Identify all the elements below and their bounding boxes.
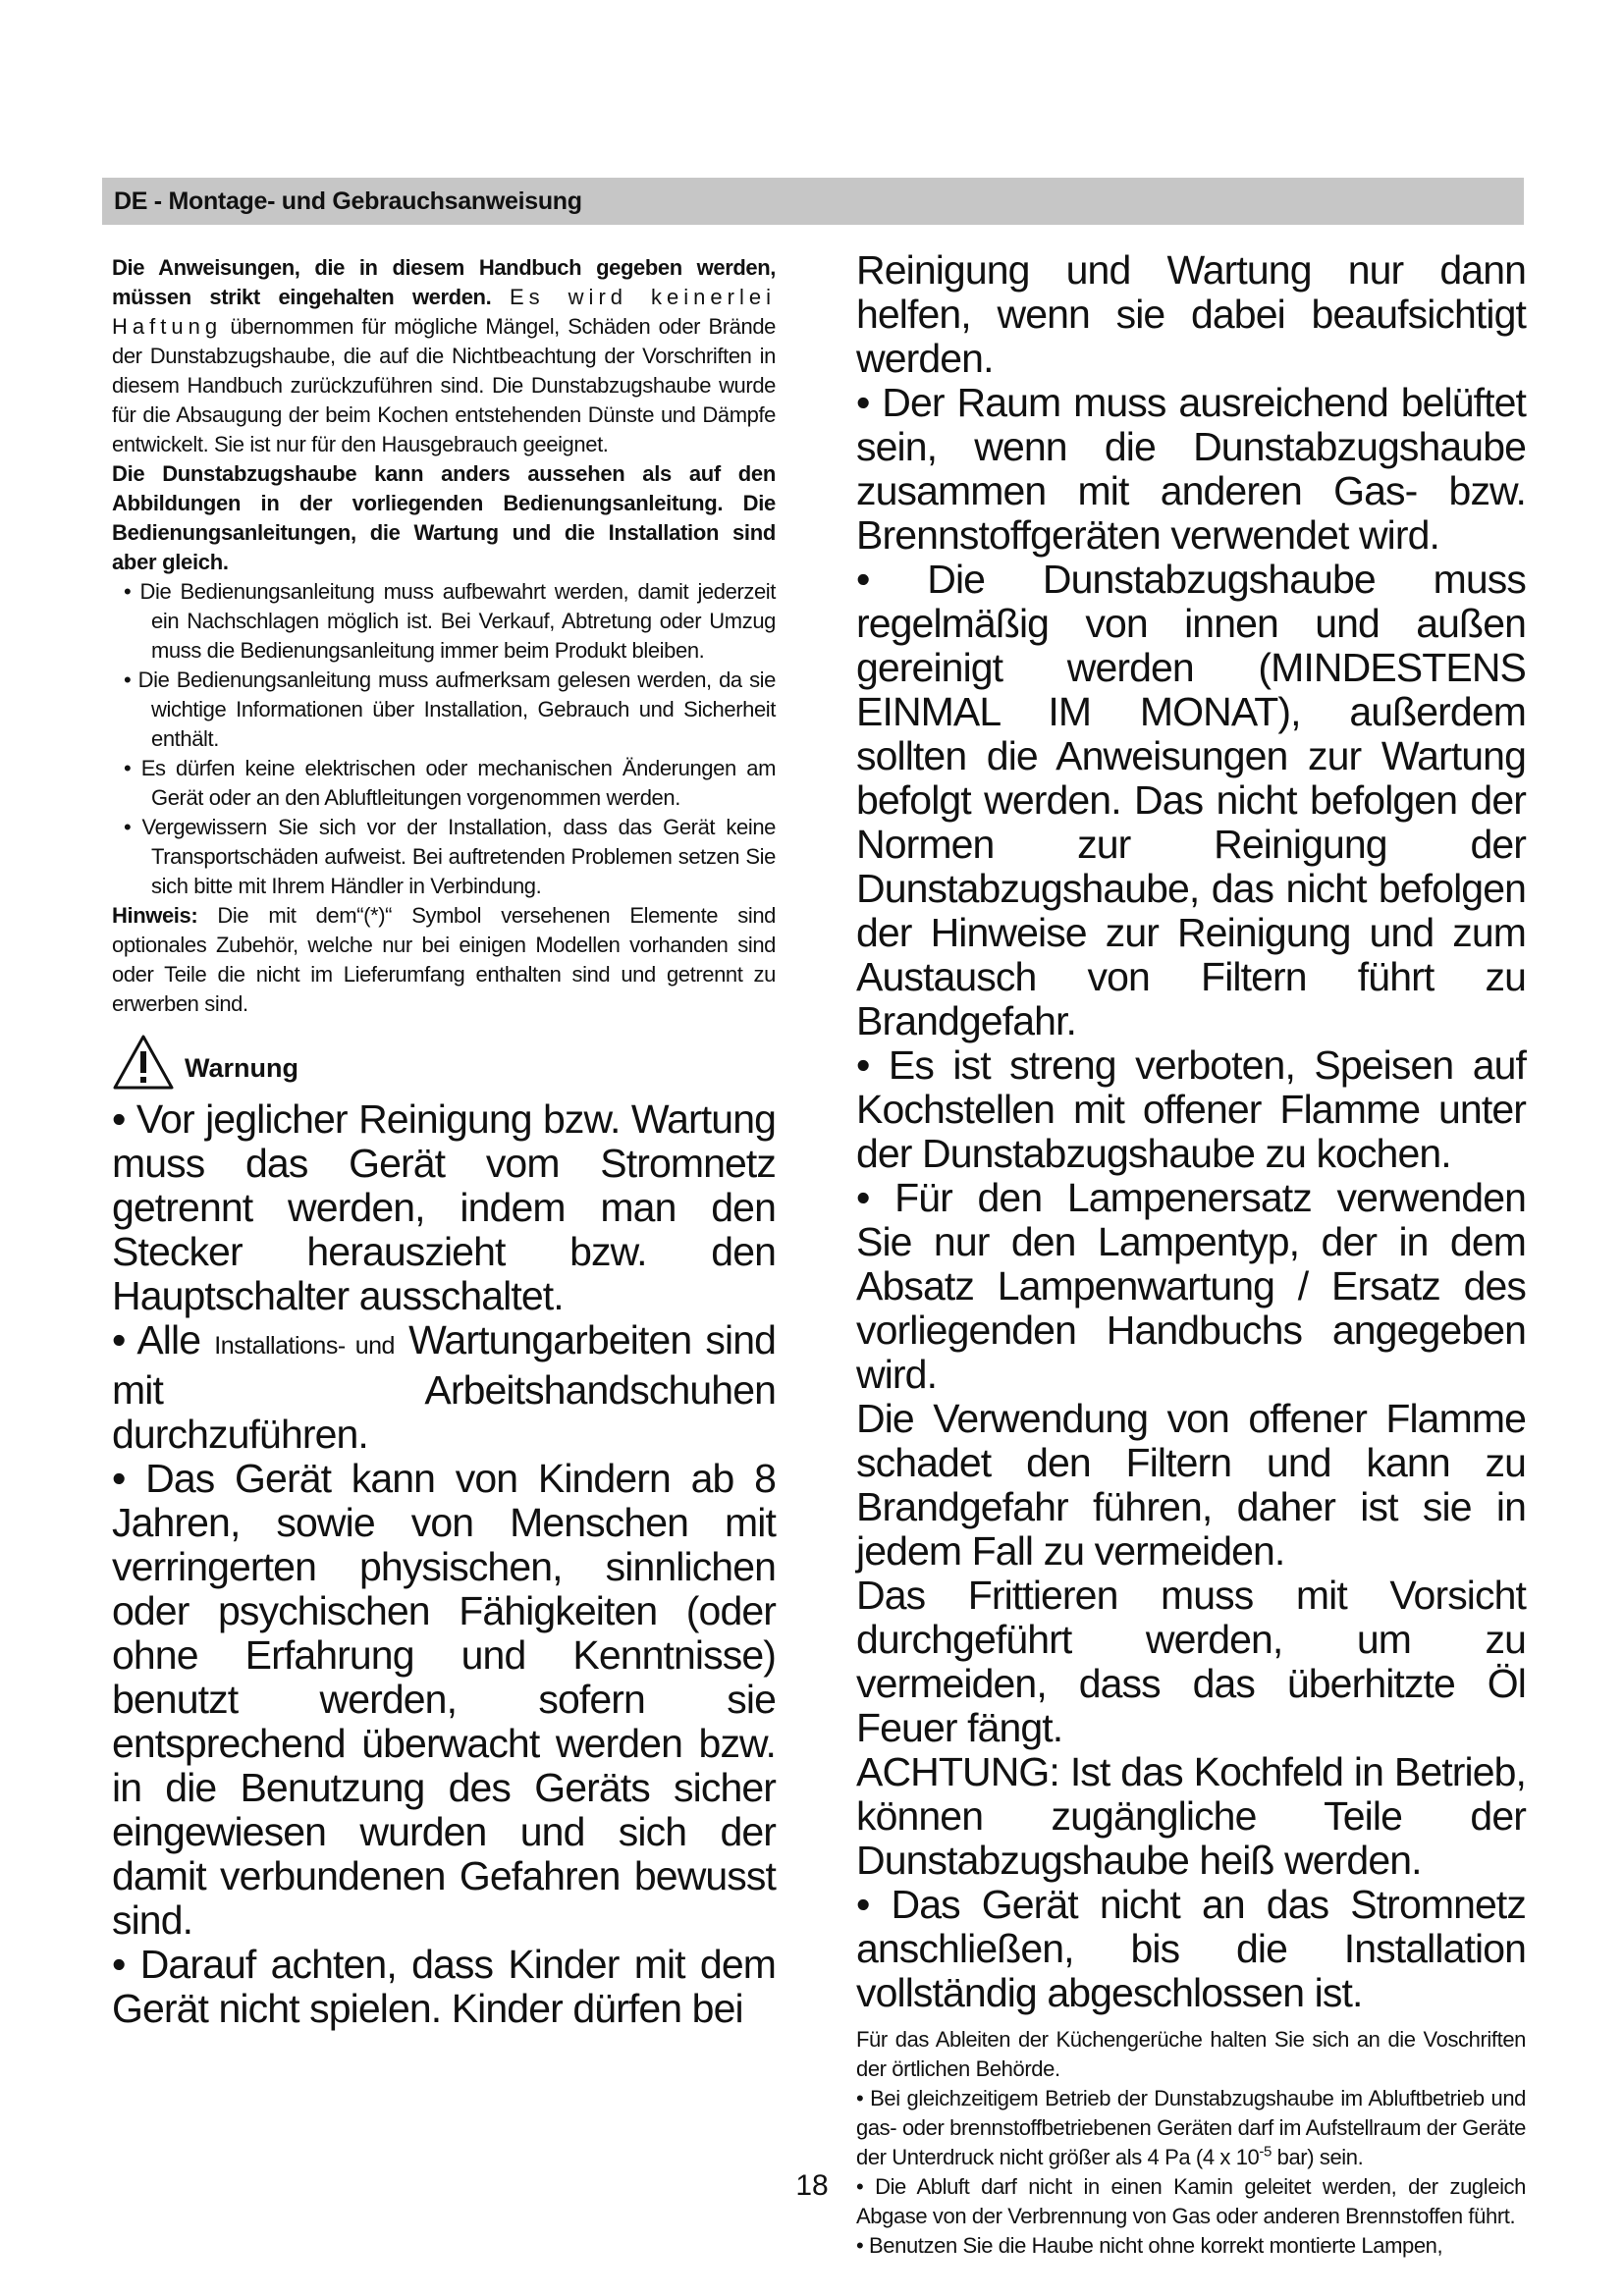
exhaust-note: • Die Abluft darf nicht in einen Kamin geleitet werden, der zugleich Abgase von der Verbrennung von Gas oder anderen Brennstoffen führt.	[856, 2174, 1526, 2228]
warning-item-small-part: Installations- und	[214, 1332, 395, 1360]
warning-item-end: Wartungarbeiten sind mit Arbeitshandschuhen durchzuführen.	[112, 1317, 777, 1457]
list-item: • Es dürfen keine elektrischen oder mechanischen Änderungen am Gerät oder an den Abluftleitungen vorgenommen werden.	[124, 756, 776, 810]
warning-item: Die Verwendung von offener Flamme schadet den Filtern und kann zu Brandgefahr führen, daher ist sie in jedem Fall zu vermeiden.	[856, 1396, 1526, 1574]
right-column	[856, 248, 1526, 2261]
warning-item: • Darauf achten, dass Kinder mit dem Gerät nicht spielen. Kinder dürfen bei	[112, 1942, 776, 2031]
section-title: DE - Montage- und Gebrauchsanweisung	[114, 187, 582, 215]
appearance-note: Die Dunstabzugshaube kann anders aussehen als auf den Abbildungen in der vorliegenden Bedienungsanleitung. Die Bedienungsanleitungen, die Wartung und die Installation sind aber gleich.	[112, 461, 776, 574]
pressure-text: • Bei gleichzeitigem Betrieb der Dunstabzugshaube im Abluftbetrieb und gas- oder brennstoffbetriebenen Geräten darf im Aufstellraum der Geräte der Unterdruck nicht größer als 4 Pa (4 x 10	[856, 2086, 1526, 2169]
list-item: • Die Bedienungsanleitung muss aufmerksam gelesen werden, da sie wichtige Informationen über Installation, Gebrauch und Sicherheit enthält.	[124, 667, 776, 751]
warning-item: • Die Dunstabzugshaube muss regelmäßig von innen und außen gereinigt werden (MINDESTENS EINMAL IM MONAT), außerdem sollten die Anweisungen zur Wartung befolgt werden. Das nicht befolgen der Normen zur Reinigung der Dunstabzugshaube, das nicht befolgen der Hinweise zur Reinigung und zum Austausch von Filtern führt zu Brandgefahr.	[856, 557, 1526, 1043]
warning-item: • Das Gerät nicht an das Stromnetz anschließen, bis die Installation vollständig abgeschlossen ist.	[856, 1882, 1526, 2015]
hint-paragraph	[112, 901, 776, 1019]
warning-item-start: • Alle	[112, 1317, 201, 1362]
list-item: • Vergewissern Sie sich vor der Installation, dass das Gerät keine Transportschäden aufweist. Bei auftretenden Problemen setzen Sie sich bitte mit Ihrem Händler in Verbindung.	[124, 815, 776, 898]
warning-item: • Das Gerät kann von Kindern ab 8 Jahren, sowie von Menschen mit verringerten physischen, sinnlichen oder psychischen Fähigkeiten (oder ohne Erfahrung und Kenntnisse) benutzt werden, sofern sie entsprechend überwacht werden bzw. in die Benutzung des Geräts sicher eingewiesen wurden und sich der damit verbundenen Gefahren bewusst sind.	[112, 1456, 776, 1943]
liability-text: Es wird keinerlei Haftung	[112, 285, 776, 339]
lamp-note: • Benutzen Sie die Haube nicht ohne korrekt montierte Lampen,	[856, 2233, 1443, 2258]
pressure-note	[856, 2084, 1526, 2172]
warning-item: • Der Raum muss ausreichend belüftet sein, wenn die Dunstabzugshaube zusammen mit anderen Gas- bzw. Brennstoffgeräten verwendet wird.	[856, 380, 1526, 558]
warning-item: Reinigung und Wartung nur dann helfen, wenn sie dabei beaufsichtigt werden.	[856, 247, 1526, 381]
warning-item	[112, 1318, 776, 1457]
page-number: 18	[795, 2169, 829, 2202]
hint-text: Die mit dem“(*)“ Symbol versehenen Elemente sind optionales Zubehör, welche nur bei einigen Modellen vorhanden sind oder Teile die nicht im Lieferumfang enthalten sind und getrennt zu erwerben sind.	[112, 903, 777, 1016]
warning-item: • Es ist streng verboten, Speisen auf Kochstellen mit offener Flamme unter der Dunstabzugshaube zu kochen.	[856, 1042, 1526, 1176]
warning-item: ACHTUNG: Ist das Kochfeld in Betrieb, können zugängliche Teile der Dunstabzugshaube heiß werden.	[856, 1749, 1526, 1883]
warning-item: • Vor jeglicher Reinigung bzw. Wartung muss das Gerät vom Stromnetz getrennt werden, indem man den Stecker herauszieht bzw. den Hauptschalter ausschaltet.	[112, 1096, 776, 1318]
hint-label: Hinweis:	[112, 903, 198, 928]
warning-label: Warnung	[185, 1052, 298, 1083]
pressure-text-end: bar) sein.	[1271, 2145, 1364, 2169]
warning-item: Das Frittieren muss mit Vorsicht durchgeführt werden, um zu vermeiden, dass das überhitzte Öl Feuer fängt.	[856, 1573, 1526, 1750]
warning-item: • Für den Lampenersatz verwenden Sie nur den Lampentyp, der in dem Absatz Lampenwartung / Ersatz des vorliegenden Handbuchs angegeben wird.	[856, 1175, 1526, 1397]
intro-bold-text: Die Anweisungen, die in diesem Handbuch gegeben werden, müssen strikt eingehalten werden.	[112, 255, 776, 309]
warning-heading	[112, 1027, 776, 1097]
intro-rest-text: übernommen für mögliche Mängel, Schäden oder Brände der Dunstabzugshaube, die auf die Nichtbeachtung der Vorschriften in diesem Handbuch zurückzuführen sind. Die Dunstabzugshaube wurde für die Absaugung der beim Kochen entstehenden Dünste und Dämpfe entwickelt. Sie ist nur für den Hausgebrauch geeignet.	[112, 314, 776, 456]
left-column	[112, 253, 776, 2031]
warning-triangle-icon	[112, 1034, 175, 1091]
list-item: • Die Bedienungsanleitung muss aufbewahrt werden, damit jederzeit ein Nachschlagen möglich ist. Bei Verkauf, Abtretung oder Umzug muss die Bedienungsanleitung immer beim Produkt bleiben.	[124, 579, 776, 663]
regulation-note: Für das Ableiten der Küchengerüche halten Sie sich an die Voschriften der örtlichen Behörde.	[856, 2027, 1526, 2081]
exponent: -5	[1259, 2143, 1272, 2161]
intro-paragraph	[112, 253, 776, 459]
section-header	[102, 178, 1524, 225]
